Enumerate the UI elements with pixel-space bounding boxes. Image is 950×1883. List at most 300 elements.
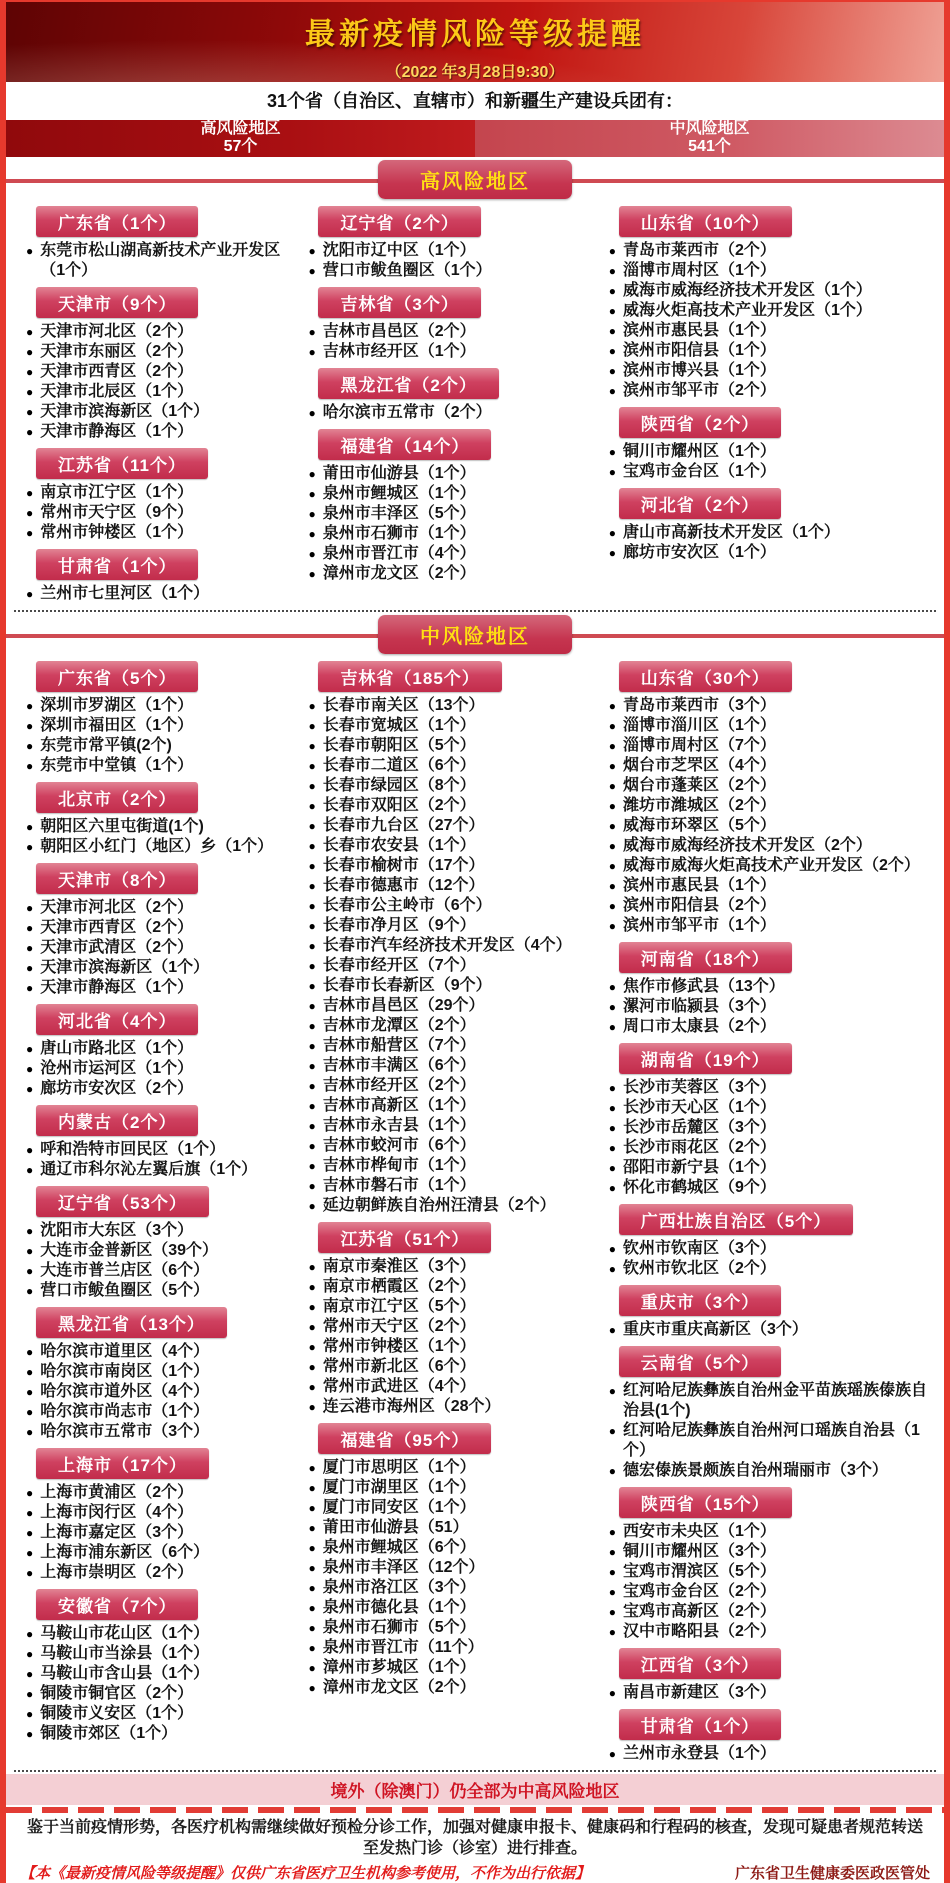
area-item [308, 916, 596, 936]
area-item [308, 1518, 596, 1538]
area-item [26, 1503, 294, 1523]
area-item [308, 261, 596, 281]
bullet-icon: ● [308, 243, 316, 258]
area-item [26, 1342, 294, 1362]
bullet-icon: ● [608, 464, 616, 479]
area-item-label: 大连市金普新区（39个） [40, 1241, 219, 1259]
area-item [609, 977, 936, 997]
bullet-icon: ● [608, 918, 616, 933]
bullet-icon: ● [26, 485, 34, 500]
red-dashed-divider [6, 1807, 944, 1813]
area-item [609, 1622, 936, 1642]
area-item [26, 1281, 294, 1301]
area-item-label: 长春市南关区（13个） [322, 696, 485, 714]
area-item-label: 天津市滨海新区（1个） [40, 958, 210, 976]
bullet-icon: ● [26, 1485, 34, 1500]
area-item-label: 长春市绿园区（8个） [322, 776, 476, 794]
area-item [308, 1076, 596, 1096]
risk-column [14, 655, 300, 1744]
bullet-icon: ● [308, 1259, 316, 1274]
province-header: 湖南省（19个） [619, 1043, 792, 1074]
area-item-label: 青岛市莱西市（2个） [622, 241, 776, 259]
area-item-label: 天津市北辰区（1个） [40, 382, 194, 400]
bullet-icon: ● [308, 1680, 316, 1695]
area-item-label: 长春市九台区（27个） [322, 816, 485, 834]
area-item-label: 沈阳市大东区（3个） [40, 1221, 194, 1239]
bullet-icon: ● [608, 1120, 616, 1135]
province-header: 上海市（17个） [36, 1448, 209, 1479]
area-item [26, 918, 294, 938]
area-item [609, 1602, 936, 1622]
area-item-label: 沈阳市辽中区（1个） [322, 241, 476, 259]
area-item-label: 连云港市海州区（28个） [322, 1397, 501, 1415]
province-header: 江西省（3个） [619, 1648, 781, 1679]
bullet-icon: ● [308, 1460, 316, 1475]
bullet-icon: ● [608, 1160, 616, 1175]
area-item [26, 1523, 294, 1543]
bullet-icon: ● [608, 1140, 616, 1155]
bullet-icon: ● [308, 526, 316, 541]
area-item [26, 1543, 294, 1563]
area-item-label: 常州市武进区（4个） [322, 1377, 476, 1395]
area-item [308, 776, 596, 796]
bullet-icon: ● [26, 1686, 34, 1701]
province-header: 天津市（9个） [36, 287, 198, 318]
area-item [308, 1578, 596, 1598]
area-item-label: 哈尔滨市五常市（2个） [322, 403, 492, 421]
bullet-icon: ● [608, 525, 616, 540]
area-item-label: 哈尔滨市尚志市（1个） [40, 1402, 210, 1420]
bullet-icon: ● [26, 920, 34, 935]
bullet-icon: ● [26, 1525, 34, 1540]
bullet-icon: ● [308, 1399, 316, 1414]
bullet-icon: ● [308, 1178, 316, 1193]
bullet-icon: ● [308, 506, 316, 521]
area-item [308, 736, 596, 756]
area-item-label: 长春市公主岭市（6个） [322, 896, 492, 914]
province-header: 黑龙江省（2个） [318, 368, 498, 399]
area-item-label: 威海市威海经济技术开发区（2个） [622, 836, 872, 854]
area-item-label: 长春市双阳区（2个） [322, 796, 476, 814]
area-item [26, 938, 294, 958]
area-item [26, 1362, 294, 1382]
area-item-label: 吉林市昌邑区（2个） [322, 322, 476, 340]
area-item-label: 兰州市七里河区（1个） [40, 584, 210, 602]
bullet-icon: ● [26, 940, 34, 955]
area-item [609, 1118, 936, 1138]
bullet-icon: ● [308, 466, 316, 481]
area-item [26, 402, 294, 422]
area-item [609, 462, 936, 482]
bullet-icon: ● [308, 1379, 316, 1394]
area-item-label: 滨州市邹平市（1个） [622, 916, 776, 934]
bullet-icon: ● [608, 898, 616, 913]
mid-risk-section-title: 中风险地区 [378, 615, 572, 654]
risk-column [300, 655, 600, 1698]
bullet-icon: ● [26, 1081, 34, 1096]
bullet-icon: ● [26, 738, 34, 753]
area-item-label: 泉州市鲤城区（6个） [322, 1538, 476, 1556]
area-item-label: 铜陵市郊区（1个） [40, 1724, 178, 1742]
area-item-label: 长春市净月区（9个） [322, 916, 476, 934]
bullet-icon: ● [308, 1319, 316, 1334]
area-item [308, 1257, 596, 1277]
province-header: 天津市（8个） [36, 863, 198, 894]
area-item [308, 1357, 596, 1377]
area-item [308, 484, 596, 504]
area-item-label: 威海市环翠区（5个） [622, 816, 776, 834]
province-header: 广东省（5个） [36, 661, 198, 692]
area-item-label: 铜陵市铜官区（2个） [40, 1684, 194, 1702]
area-item [26, 1724, 294, 1744]
bullet-icon: ● [308, 1339, 316, 1354]
area-item-label: 吉林市永吉县（1个） [322, 1116, 476, 1134]
area-item-label: 长春市德惠市（12个） [322, 876, 485, 894]
area-item [26, 1704, 294, 1724]
bullet-icon: ● [26, 1364, 34, 1379]
bullet-icon: ● [26, 1384, 34, 1399]
bullet-icon: ● [26, 384, 34, 399]
area-item-label: 朝阳区小红门（地区）乡（1个） [40, 837, 274, 855]
area-item [308, 1478, 596, 1498]
area-item-label: 西安市未央区（1个） [622, 1522, 776, 1540]
area-item [26, 1059, 294, 1079]
area-item-label: 长春市二道区（6个） [322, 756, 476, 774]
area-item-label: 宝鸡市渭滨区（5个） [622, 1562, 776, 1580]
area-item-label: 长沙市岳麓区（3个） [622, 1118, 776, 1136]
area-item [26, 1422, 294, 1442]
bullet-icon: ● [308, 1359, 316, 1374]
area-item [308, 796, 596, 816]
area-item-label: 汉中市略阳县（2个） [622, 1622, 776, 1640]
area-item-label: 廊坊市安次区（2个） [40, 1079, 194, 1097]
area-item [609, 1683, 936, 1703]
area-item [26, 503, 294, 523]
area-item-label: 厦门市湖里区（1个） [322, 1478, 476, 1496]
bullet-icon: ● [308, 998, 316, 1013]
area-item-label: 漯河市临颍县（3个） [622, 997, 776, 1015]
area-item [308, 1036, 596, 1056]
area-item [26, 978, 294, 998]
bullet-icon: ● [26, 364, 34, 379]
bullet-icon: ● [608, 323, 616, 338]
area-item-label: 兰州市永登县（1个） [622, 1744, 776, 1762]
area-item-label: 威海市威海火炬高技术产业开发区（2个） [622, 856, 920, 874]
area-item [308, 1458, 596, 1478]
area-item [26, 1664, 294, 1684]
bullet-icon: ● [608, 718, 616, 733]
area-item [609, 696, 936, 716]
area-item [308, 1136, 596, 1156]
area-item-label: 常州市天宁区（2个） [322, 1317, 476, 1335]
area-item-label: 长春市经开区（7个） [322, 956, 476, 974]
bullet-icon: ● [26, 1505, 34, 1520]
area-item-label: 泉州市德化县（1个） [322, 1598, 476, 1616]
bullet-icon: ● [308, 405, 316, 420]
bullet-icon: ● [308, 698, 316, 713]
bullet-icon: ● [608, 303, 616, 318]
province-header: 福建省（95个） [318, 1423, 491, 1454]
province-header: 甘肃省（1个） [619, 1709, 781, 1740]
area-item-label: 红河哈尼族彝族自治州河口瑶族自治县（1个） [622, 1421, 920, 1459]
bullet-icon: ● [608, 1564, 616, 1579]
area-item-label: 唐山市高新技术开发区（1个） [622, 523, 840, 541]
area-item [308, 564, 596, 584]
area-item-label: 烟台市蓬莱区（2个） [622, 776, 776, 794]
bullet-icon: ● [608, 1544, 616, 1559]
bullet-icon: ● [308, 566, 316, 581]
province-header: 辽宁省（2个） [318, 206, 480, 237]
area-item [308, 1337, 596, 1357]
area-item-label: 威海火炬高技术产业开发区（1个） [622, 301, 872, 319]
area-item [308, 996, 596, 1016]
area-item-label: 吉林市龙潭区（2个） [322, 1016, 476, 1034]
area-item-label: 天津市河北区（2个） [40, 322, 194, 340]
mid-risk-columns [6, 653, 944, 1764]
bullet-icon: ● [26, 1626, 34, 1641]
area-item [308, 1498, 596, 1518]
area-item [609, 1178, 936, 1198]
area-item [308, 1016, 596, 1036]
bullet-icon: ● [608, 1584, 616, 1599]
area-item-label: 马鞍山市当涂县（1个） [40, 1644, 210, 1662]
bullet-icon: ● [608, 243, 616, 258]
area-item-label: 滨州市惠民县（1个） [622, 321, 776, 339]
area-item [609, 341, 936, 361]
area-item-label: 泉州市丰泽区（12个） [322, 1558, 485, 1576]
area-item-label: 滨州市阳信县（1个） [622, 341, 776, 359]
area-item [26, 362, 294, 382]
area-item-label: 泉州市石狮市（1个） [322, 524, 476, 542]
bullet-icon: ● [308, 1620, 316, 1635]
bullet-icon: ● [608, 999, 616, 1014]
area-item-label: 南昌市新建区（3个） [622, 1683, 776, 1701]
area-item-label: 深圳市罗湖区（1个） [40, 696, 194, 714]
area-item-label: 重庆市重庆高新区（3个） [622, 1320, 808, 1338]
area-item [308, 464, 596, 484]
province-header: 北京市（2个） [36, 782, 198, 813]
area-item [609, 816, 936, 836]
province-header: 甘肃省（1个） [36, 549, 198, 580]
area-item-label: 吉林市丰满区（6个） [322, 1056, 476, 1074]
area-item [26, 1241, 294, 1261]
area-item [26, 1079, 294, 1099]
area-item-label: 天津市静海区（1个） [40, 422, 194, 440]
area-item [308, 956, 596, 976]
province-header: 广东省（1个） [36, 206, 198, 237]
area-item-label: 泉州市丰泽区（5个） [322, 504, 476, 522]
area-item-label: 天津市静海区（1个） [40, 978, 194, 996]
bullet-icon: ● [26, 819, 34, 834]
mid-risk-count: 541个 [688, 138, 731, 156]
bullet-icon: ● [608, 363, 616, 378]
area-item-label: 钦州市钦北区（2个） [622, 1259, 776, 1277]
bullet-icon: ● [608, 1746, 616, 1761]
high-risk-section-title: 高风险地区 [378, 160, 572, 199]
province-header: 重庆市（3个） [619, 1285, 781, 1316]
area-item-label: 青岛市莱西市（3个） [622, 696, 776, 714]
area-item-label: 宝鸡市金台区（2个） [622, 1582, 776, 1600]
area-item [26, 756, 294, 776]
bullet-icon: ● [608, 1100, 616, 1115]
bullet-icon: ● [26, 1565, 34, 1580]
header-banner [6, 2, 944, 82]
area-item-label: 钦州市钦南区（3个） [622, 1239, 776, 1257]
bullet-icon: ● [308, 838, 316, 853]
area-item-label: 铜陵市义安区（1个） [40, 1704, 194, 1722]
area-item [609, 736, 936, 756]
province-header: 吉林省（185个） [318, 661, 501, 692]
area-item-label: 宝鸡市金台区（1个） [622, 462, 776, 480]
area-item [308, 1116, 596, 1136]
bullet-icon: ● [26, 505, 34, 520]
area-item-label: 滨州市博兴县（1个） [622, 361, 776, 379]
area-item-label: 厦门市思明区（1个） [322, 1458, 476, 1476]
bullet-icon: ● [308, 778, 316, 793]
area-item-label: 吉林市蛟河市（6个） [322, 1136, 476, 1154]
bullet-icon: ● [608, 1604, 616, 1619]
area-item [609, 361, 936, 381]
area-item-label: 吉林市昌邑区（29个） [322, 996, 485, 1014]
page-title: 最新疫情风险等级提醒 [305, 18, 645, 51]
bullet-icon: ● [26, 344, 34, 359]
area-item [26, 1684, 294, 1704]
area-item [609, 1582, 936, 1602]
report-datetime: （2022 年3月28日9:30） [385, 64, 565, 81]
area-item [609, 241, 936, 261]
mid-risk-count-banner [475, 120, 944, 157]
bullet-icon: ● [608, 698, 616, 713]
area-item [308, 696, 596, 716]
bullet-icon: ● [608, 778, 616, 793]
area-item [609, 1381, 936, 1421]
area-item [609, 1138, 936, 1158]
bullet-icon: ● [26, 1706, 34, 1721]
area-item [26, 382, 294, 402]
province-header: 河南省（18个） [619, 942, 792, 973]
area-item-label: 天津市西青区（2个） [40, 362, 194, 380]
area-item [308, 816, 596, 836]
bullet-icon: ● [308, 1098, 316, 1113]
high-risk-label: 高风险地区 [200, 120, 281, 137]
bullet-icon: ● [26, 1344, 34, 1359]
bullet-icon: ● [608, 1241, 616, 1256]
bullet-icon: ● [608, 979, 616, 994]
area-item [26, 241, 294, 281]
disclaimer-text: 【本《最新疫情风险等级提醒》仅供广东省医疗卫生机构参考使用，不作为出行依据】 [20, 1864, 591, 1882]
area-item [26, 1402, 294, 1422]
area-item [609, 261, 936, 281]
high-risk-section-head [6, 160, 944, 198]
bullet-icon: ● [308, 758, 316, 773]
area-item-label: 吉林市桦甸市（1个） [322, 1156, 476, 1174]
area-item-label: 德宏傣族景颇族自治州瑞丽市（3个） [622, 1461, 888, 1479]
area-item-label: 沧州市运河区（1个） [40, 1059, 194, 1077]
count-banners [6, 120, 944, 157]
area-item [609, 1522, 936, 1542]
area-item [609, 1017, 936, 1037]
area-item-label: 泉州市鲤城区（1个） [322, 484, 476, 502]
area-item [609, 442, 936, 462]
area-item [308, 836, 596, 856]
bottom-row [6, 1860, 944, 1883]
bullet-icon: ● [26, 586, 34, 601]
bullet-icon: ● [308, 1660, 316, 1675]
area-item-label: 烟台市芝罘区（4个） [622, 756, 776, 774]
area-item-label: 东莞市松山湖高新技术产业开发区（1个） [40, 241, 281, 279]
area-item-label: 延边朝鲜族自治州汪清县（2个） [322, 1196, 556, 1214]
area-item-label: 长沙市天心区（1个） [622, 1098, 776, 1116]
bullet-icon: ● [608, 1261, 616, 1276]
bullet-icon: ● [308, 1158, 316, 1173]
area-item-label: 滨州市阳信县（2个） [622, 896, 776, 914]
area-item-label: 哈尔滨市五常市（3个） [40, 1422, 210, 1440]
bullet-icon: ● [308, 1580, 316, 1595]
area-item-label: 周口市太康县（2个） [622, 1017, 776, 1035]
area-item-label: 邵阳市新宁县（1个） [622, 1158, 776, 1176]
area-item-label: 哈尔滨市道里区（4个） [40, 1342, 210, 1360]
high-risk-columns [6, 198, 944, 604]
bullet-icon: ● [308, 1520, 316, 1535]
area-item [308, 1397, 596, 1417]
area-item [26, 1644, 294, 1664]
area-item-label: 滨州市惠民县（1个） [622, 876, 776, 894]
area-item-label: 怀化市鹤城区（9个） [622, 1178, 776, 1196]
area-item [26, 817, 294, 837]
bullet-icon: ● [26, 1243, 34, 1258]
bullet-icon: ● [26, 718, 34, 733]
area-item-label: 东莞市常平镇(2个) [40, 736, 172, 754]
area-item-label: 漳州市龙文区（2个） [322, 564, 476, 582]
bullet-icon: ● [608, 1685, 616, 1700]
bullet-icon: ● [308, 263, 316, 278]
area-item-label: 常州市天宁区（9个） [40, 503, 194, 521]
footer [6, 1764, 944, 1883]
bullet-icon: ● [308, 1560, 316, 1575]
area-item-label: 天津市滨海新区（1个） [40, 402, 210, 420]
footer-divider [14, 1770, 936, 1772]
bullet-icon: ● [608, 1624, 616, 1639]
area-item [26, 1160, 294, 1180]
area-item [609, 1542, 936, 1562]
bullet-icon: ● [608, 858, 616, 873]
area-item-label: 营口市鲅鱼圈区（1个） [322, 261, 492, 279]
area-item-label: 莆田市仙游县（51） [322, 1518, 469, 1536]
bullet-icon: ● [608, 343, 616, 358]
area-item-label: 哈尔滨市道外区（4个） [40, 1382, 210, 1400]
area-item-label: 营口市鲅鱼圈区（5个） [40, 1281, 210, 1299]
bullet-icon: ● [608, 545, 616, 560]
area-item [609, 301, 936, 321]
province-header: 江苏省（11个） [36, 448, 208, 479]
area-item [308, 1176, 596, 1196]
area-item [308, 936, 596, 956]
bullet-icon: ● [608, 798, 616, 813]
area-item [308, 1558, 596, 1578]
area-item [609, 1744, 936, 1764]
area-item-label: 泉州市晋江市（4个） [322, 544, 476, 562]
area-item [26, 483, 294, 503]
province-header: 河北省（4个） [36, 1004, 198, 1035]
high-risk-section [6, 157, 944, 604]
bullet-icon: ● [308, 1299, 316, 1314]
high-risk-count: 57个 [223, 138, 258, 156]
bullet-icon: ● [308, 1480, 316, 1495]
bullet-icon: ● [308, 1138, 316, 1153]
area-item [308, 756, 596, 776]
area-item [26, 1039, 294, 1059]
bullet-icon: ● [308, 1500, 316, 1515]
